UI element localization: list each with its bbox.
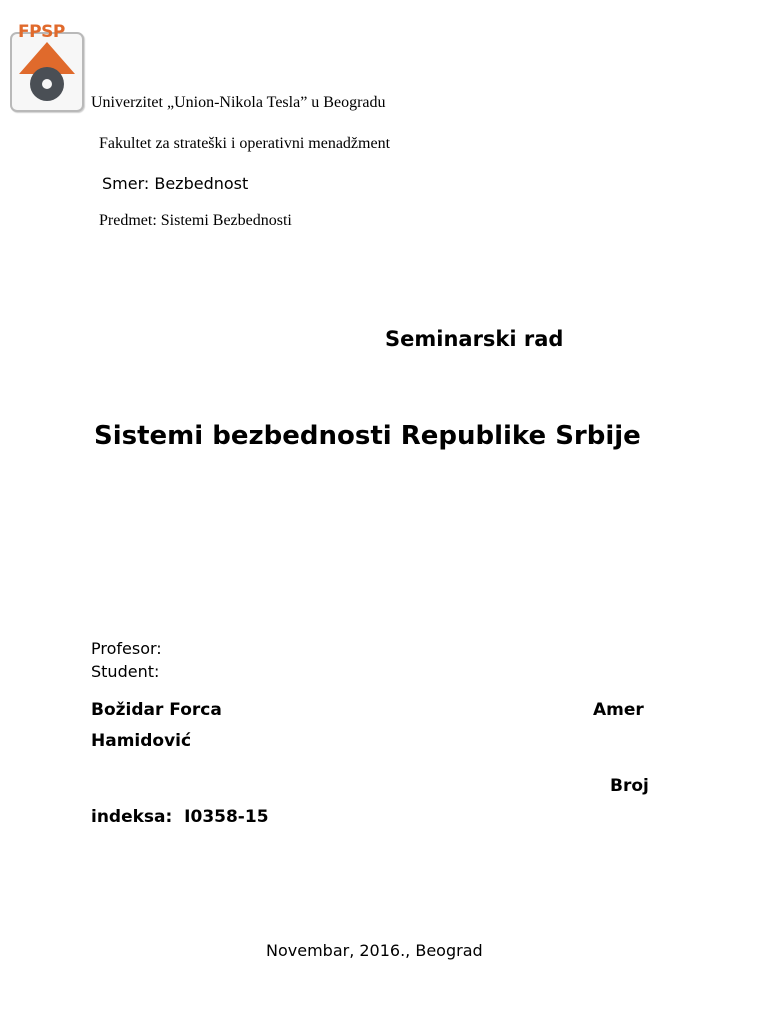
university-name: Univerzitet „Union-Nikola Tesla” u Beogradu (91, 94, 386, 111)
predmet-line: Predmet: Sistemi Bezbednosti (99, 212, 292, 229)
smer-line: Smer: Bezbednost (102, 174, 249, 193)
index-line (91, 807, 269, 827)
document-type: Seminarski rad (385, 327, 564, 351)
index-label-second: indeksa: (91, 807, 173, 827)
index-number: I0358-15 (184, 807, 269, 827)
index-label-first: Broj (610, 776, 649, 796)
fpsp-logo (10, 22, 84, 110)
profesor-label: Profesor: (91, 639, 162, 658)
date-place: Novembar, 2016., Beograd (266, 941, 483, 960)
logo-text: FPSP (18, 22, 65, 42)
student-name-first: Amer (593, 700, 644, 720)
student-name-last: Hamidović (91, 731, 192, 751)
fpsp-logo-icon (16, 40, 78, 104)
profesor-name: Božidar Forca (91, 700, 222, 720)
student-label: Student: (91, 662, 160, 681)
faculty-name: Fakultet za strateški i operativni menadžment (99, 135, 391, 152)
document-title: Sistemi bezbednosti Republike Srbije (94, 421, 641, 451)
